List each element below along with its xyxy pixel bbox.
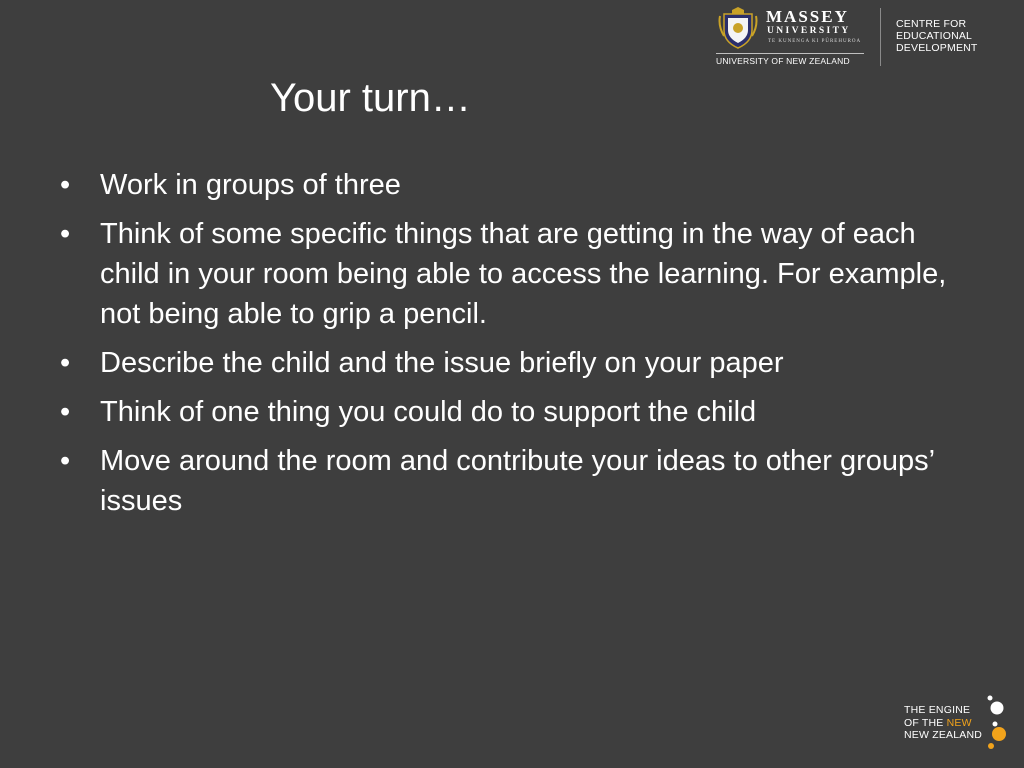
centre-line-3: DEVELOPMENT (896, 42, 978, 54)
centre-name (896, 18, 978, 54)
bullet-dot: • (60, 218, 71, 250)
university-word: UNIVERSITY (767, 26, 851, 36)
engine-dots-icon (984, 694, 1012, 754)
tagline-line-2 (904, 717, 982, 730)
bullet-dot: • (60, 445, 71, 477)
bullet-dot: • (60, 396, 71, 428)
bullet-item (56, 165, 976, 205)
logo-divider (716, 53, 864, 54)
maori-motto: TE KUNENGA KI PŪREHUROA (768, 39, 862, 44)
bullet-list (56, 165, 976, 530)
slide-title: Your turn… (270, 76, 471, 120)
bullet-item (56, 392, 976, 432)
bullet-item (56, 214, 976, 334)
country-line: UNIVERSITY OF NEW ZEALAND (716, 56, 850, 66)
bullet-item (56, 441, 976, 521)
bullet-text: Work in groups of three (100, 169, 401, 201)
centre-line-2: EDUCATIONAL (896, 30, 973, 42)
tagline-line-3: NEW ZEALAND (904, 729, 983, 741)
header-divider (880, 8, 881, 66)
bullet-text: Move around the room and contribute your ideas to other groups’ issues (100, 445, 934, 517)
massey-university-logo (714, 4, 866, 70)
university-name: MASSEY (766, 7, 849, 26)
centre-line-1: CENTRE FOR (896, 18, 967, 30)
tagline (904, 704, 982, 742)
bullet-dot: • (60, 169, 71, 201)
bullet-text: Describe the child and the issue briefly on your paper (100, 347, 784, 379)
bullet-text: Think of one thing you could do to support the child (100, 396, 757, 428)
tagline-accent: NEW (946, 716, 972, 729)
bullet-dot: • (60, 347, 71, 379)
bullet-item (56, 343, 976, 383)
university-crest-icon (718, 6, 758, 50)
tagline-prefix: OF THE (904, 716, 947, 729)
tagline-line-1: THE ENGINE (904, 704, 971, 716)
bullet-text: Think of some specific things that are getting in the way of each child in your room being able to access the learning. For example, not being able to grip a pencil. (100, 218, 947, 330)
